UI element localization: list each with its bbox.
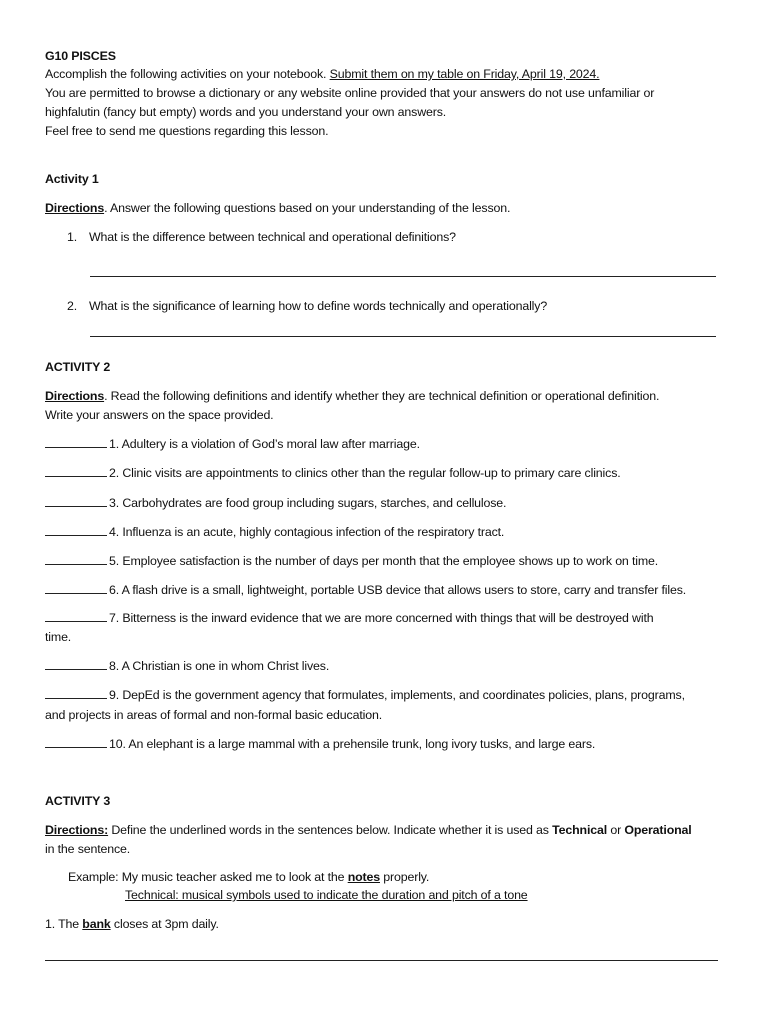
instructions-line-4: Feel free to send me questions regarding this lesson.: [45, 124, 329, 138]
instructions-line-3: highfalutin (fancy but empty) words and you understand your own answers.: [45, 105, 447, 119]
instructions-line-2: You are permitted to browse a dictionary or any website online provided that your answers do not use unfamiliar or: [45, 86, 655, 100]
activity-1-directions: Directions. Answer the following questions based on your understanding of the lesson.: [45, 201, 511, 215]
activity-1-title: Activity 1: [45, 172, 99, 186]
answer-blank[interactable]: [45, 736, 107, 748]
activity-2-item-8: 8. A Christian is one in whom Christ lives.: [45, 658, 329, 674]
answer-blank[interactable]: [45, 610, 107, 622]
activity-2-item-3: 3. Carbohydrates are food group including sugars, starches, and cellulose.: [45, 495, 506, 511]
activity-2-directions: Directions. Read the following definitions and identify whether they are technical definition or operational definition.: [45, 389, 660, 403]
answer-blank[interactable]: [45, 465, 107, 477]
answer-blank[interactable]: [45, 495, 107, 507]
activity-1-question-2: 2. What is the significance of learning how to define words technically and operationally?: [67, 299, 548, 313]
answer-line-2[interactable]: [90, 336, 716, 337]
activity-2-item-5: 5. Employee satisfaction is the number of days per month that the employee shows up to work on time.: [45, 553, 658, 569]
activity-2-item-6: 6. A flash drive is a small, lightweight, portable USB device that allows users to store, carry and transfer files.: [45, 582, 686, 598]
activity-2-item-2: 2. Clinic visits are appointments to clinics other than the regular follow-up to primary care clinics.: [45, 465, 621, 481]
activity-2-item-7: 7. Bitterness is the inward evidence that we are more concerned with things that will be destroyed with: [45, 610, 653, 626]
activity-3-example-answer: Technical: musical symbols used to indicate the duration and pitch of a tone: [125, 888, 528, 902]
activity-3-title: ACTIVITY 3: [45, 794, 111, 808]
answer-line-1[interactable]: [90, 276, 716, 277]
activity-2-item-7-cont: time.: [45, 630, 72, 644]
activity-3-example: Example: My music teacher asked me to look at the notes properly.: [68, 870, 430, 884]
answer-blank[interactable]: [45, 524, 107, 536]
activity-3-item-1: 1. The bank closes at 3pm daily.: [45, 917, 219, 931]
activity-2-title: ACTIVITY 2: [45, 360, 111, 374]
activity-2-item-9: 9. DepEd is the government agency that formulates, implements, and coordinates policies, plans, programs,: [45, 687, 685, 703]
submission-deadline: Submit them on my table on Friday, April 19, 2024.: [329, 67, 600, 81]
activity-2-item-10: 10. An elephant is a large mammal with a prehensile trunk, long ivory tusks, and large ears.: [45, 736, 595, 752]
answer-blank[interactable]: [45, 687, 107, 699]
instructions-line-1: Accomplish the following activities on your notebook. Submit them on my table on Friday, April 19, 2024.: [45, 67, 600, 81]
answer-line-3[interactable]: [45, 960, 718, 961]
class-name: G10 PISCES: [45, 49, 116, 63]
activity-1-question-1: 1. What is the difference between technical and operational definitions?: [67, 230, 456, 244]
answer-blank[interactable]: [45, 582, 107, 594]
activity-3-directions-cont: in the sentence.: [45, 842, 131, 856]
activity-2-directions-cont: Write your answers on the space provided.: [45, 408, 274, 422]
answer-blank[interactable]: [45, 658, 107, 670]
activity-2-item-4: 4. Influenza is an acute, highly contagious infection of the respiratory tract.: [45, 524, 504, 540]
answer-blank[interactable]: [45, 436, 107, 448]
activity-3-directions: Directions: Define the underlined words in the sentences below. Indicate whether it is used as Technical or Operational: [45, 823, 692, 837]
activity-2-item-1: 1. Adultery is a violation of God’s moral law after marriage.: [45, 436, 420, 452]
activity-2-item-9-cont: and projects in areas of formal and non-formal basic education.: [45, 708, 382, 722]
answer-blank[interactable]: [45, 553, 107, 565]
